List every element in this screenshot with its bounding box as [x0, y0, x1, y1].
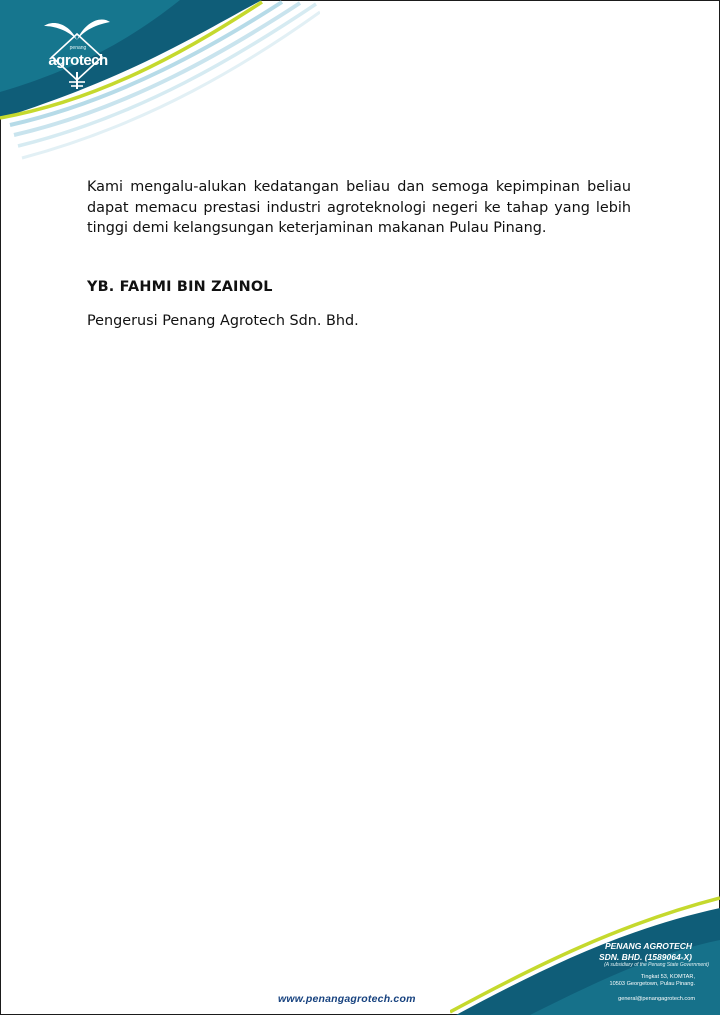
address-line2: 10503 Georgetown, Pulau Pinang. — [609, 981, 695, 987]
company-logo — [38, 12, 116, 92]
logo-small-text: penang — [69, 45, 87, 51]
logo-wordmark: agrotech — [48, 52, 108, 69]
company-name-line1: PENANG AGROTECH — [604, 941, 692, 951]
footer-email[interactable]: general@penangagrotech.com — [618, 996, 695, 1002]
footer-subsidiary-note: (A subsidiary of the Penang State Government) — [604, 962, 709, 968]
letter-paragraph: Kami mengalu-alukan kedatangan beliau dan semoga kepimpinan beliau dapat memacu prestasi industri agroteknologi negeri ke tahap yang lebih tinggi demi kelangsungan keterjaminan makanan Pulau Pinang. — [87, 179, 631, 236]
address-line1: Tingkat 53, KOMTAR, — [640, 974, 695, 980]
website-link[interactable]: www.penangagrotech.com — [278, 993, 416, 1005]
footer-company-name — [599, 941, 692, 963]
company-name-line2: SDN. BHD. (1589064-X) — [598, 952, 692, 962]
signatory-position: Pengerusi Penang Agrotech Sdn. Bhd. — [87, 313, 359, 329]
signatory-name: YB. FAHMI BIN ZAINOL — [87, 279, 273, 295]
footer-address — [609, 974, 695, 988]
